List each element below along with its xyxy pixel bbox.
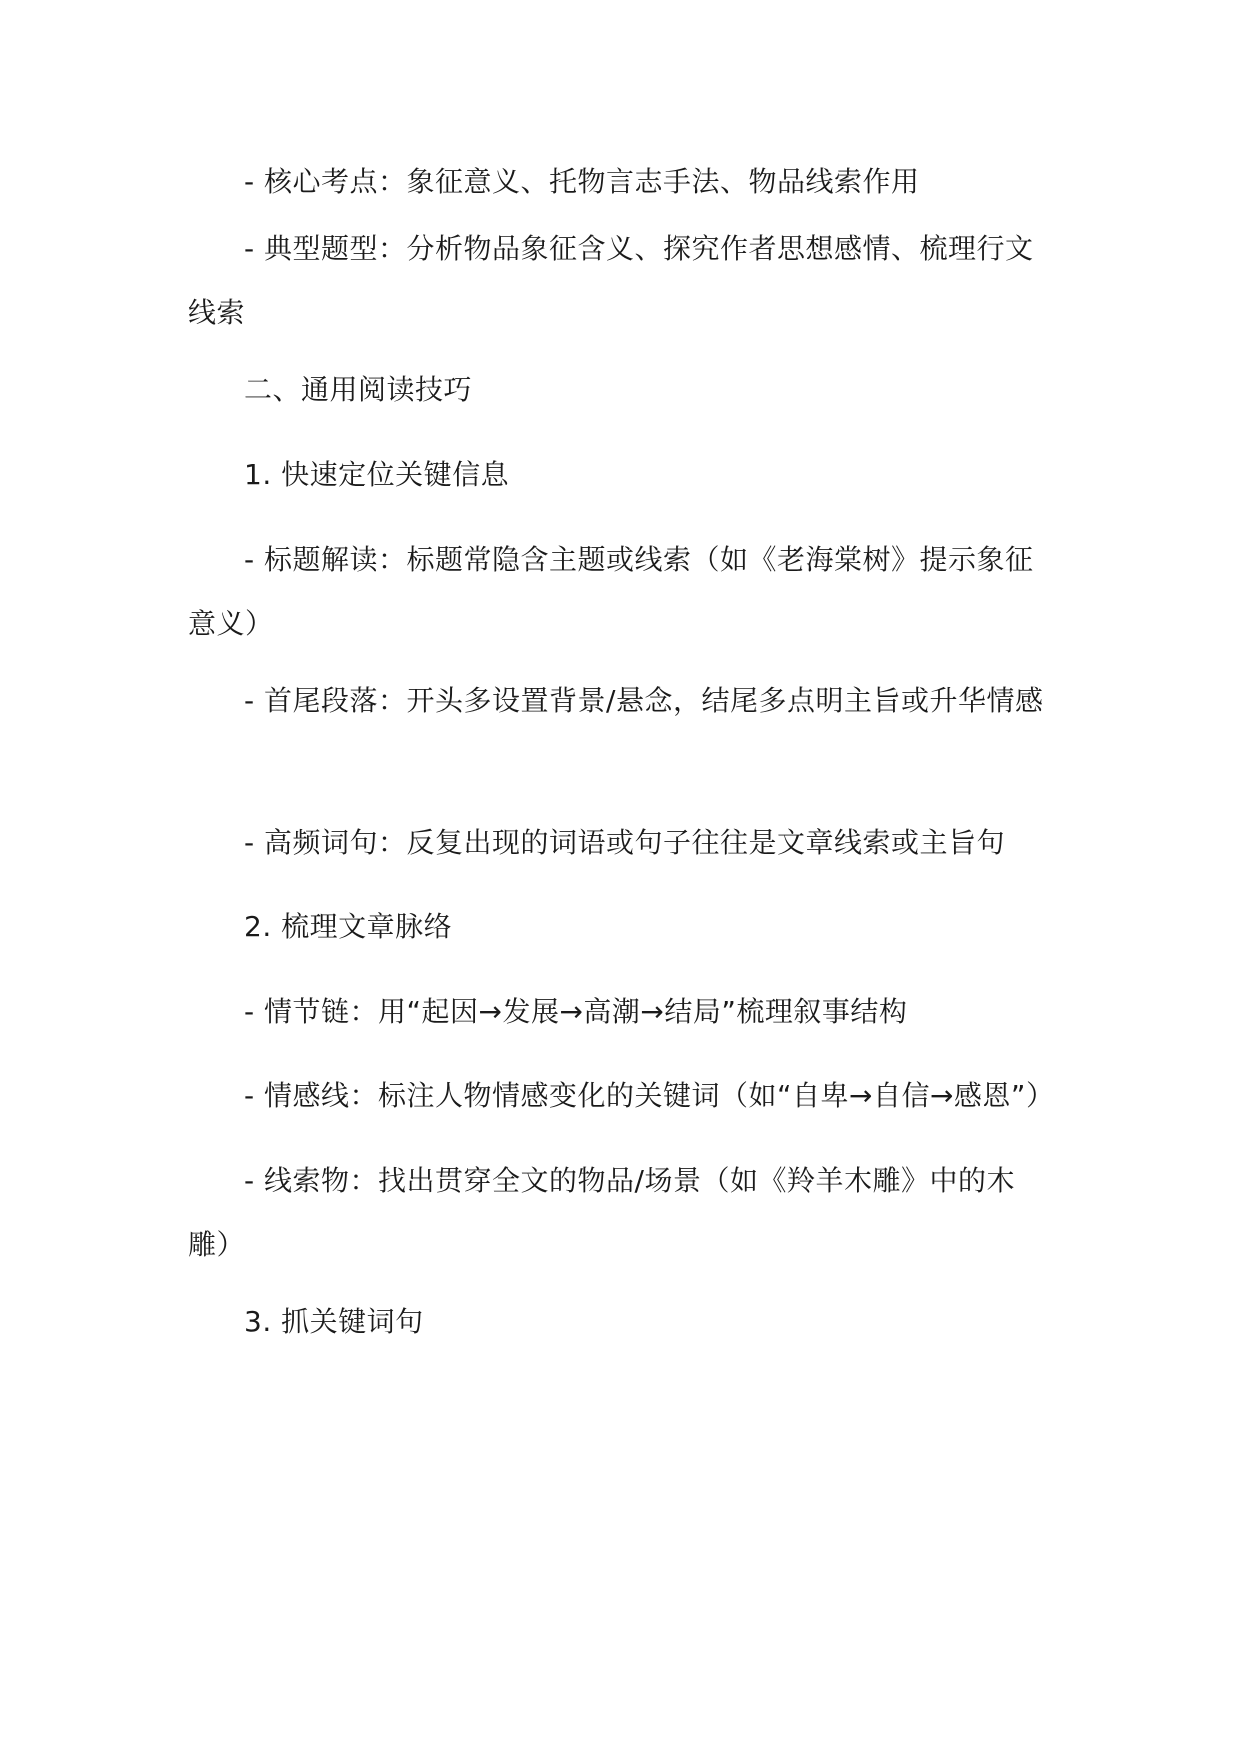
paragraph-frequent-words: - 高频词句：反复出现的词语或句子往往是文章线索或主旨句 xyxy=(244,826,1006,859)
paragraph-clue-object: - 线索物：找出贯穿全文的物品/场景（如《羚羊木雕》中的木雕） xyxy=(188,1164,1015,1261)
paragraph-core-points: - 核心考点：象征意义、托物言志手法、物品线索作用 xyxy=(244,165,920,198)
paragraph-emotion-line: - 情感线：标注人物情感变化的关键词（如“自卑→自信→感恩”） xyxy=(244,1079,1055,1112)
paragraph-title-reading: - 标题解读：标题常隐含主题或线索（如《老海棠树》提示象征意义） xyxy=(188,543,1034,640)
section-heading-reading-skills: 二、通用阅读技巧 xyxy=(244,373,473,406)
paragraph-plot-chain: - 情节链：用“起因→发展→高潮→结局”梳理叙事结构 xyxy=(244,995,908,1028)
paragraph-opening-ending: - 首尾段落：开头多设置背景/悬念，结尾多点明主旨或升华情感 xyxy=(244,684,1044,717)
subheading-locate-key-info: 1. 快速定位关键信息 xyxy=(244,458,510,491)
subheading-sort-structure: 2. 梳理文章脉络 xyxy=(244,910,453,943)
subheading-key-sentences: 3. 抓关键词句 xyxy=(244,1305,424,1338)
paragraph-typical-questions: - 典型题型：分析物品象征含义、探究作者思想感情、梳理行文线索 xyxy=(188,232,1034,329)
